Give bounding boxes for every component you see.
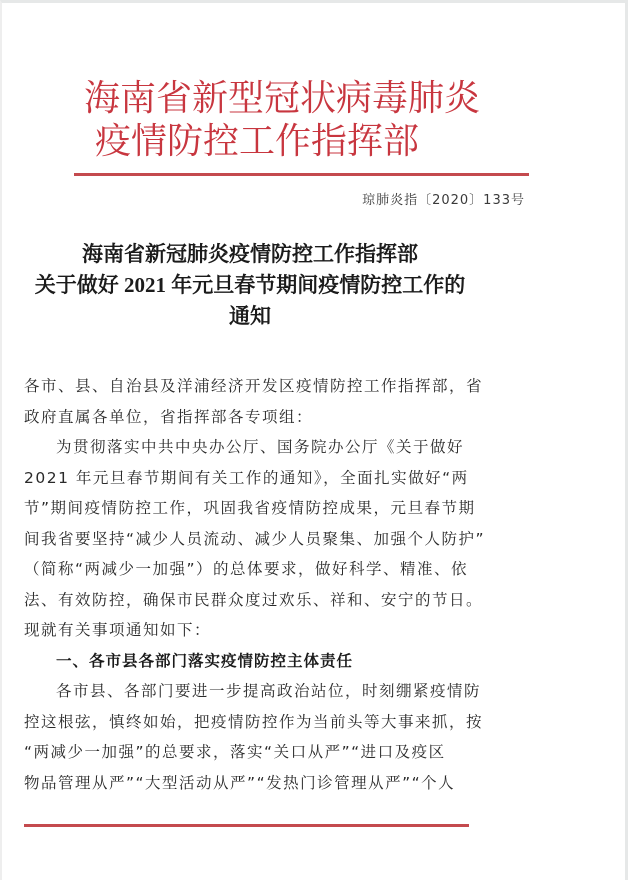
- body-line: “两减少一加强”的总要求，落实“关口从严”“进口及疫区: [24, 743, 446, 761]
- notice-title-line-1: 海南省新冠肺炎疫情防控工作指挥部: [82, 242, 418, 266]
- body-line: 政府直属各单位，省指挥部各专项组：: [24, 407, 314, 426]
- body-line: 2021 年元旦春节期间有关工作的通知》，全面扎实做好“两: [24, 468, 469, 487]
- body-line: 控这根弦，慎终如始，把疫情防控作为当前头等大事来抓，按: [24, 712, 484, 731]
- body-line: 为贯彻落实中共中央办公厅、国务院办公厅《关于做好: [56, 438, 465, 456]
- notice-title-line-3: 通知: [229, 304, 271, 328]
- body-line: 节”期间疫情防控工作，巩固我省疫情防控成果，元旦春节期: [24, 499, 476, 517]
- body-line: 物品管理从严”“大型活动从严”“发热门诊管理从严”“个人: [24, 773, 456, 792]
- document-number: 琼肺炎指〔2020〕133号: [362, 193, 525, 208]
- notice-title-line-2: 关于做好 2021 年元旦春节期间疫情防控工作的: [34, 273, 466, 297]
- body-line: 现就有关事项通知如下：: [24, 621, 212, 639]
- body-line: 各市县、各部门要进一步提高政治站位，时刻绷紧疫情防: [56, 682, 482, 700]
- body-line: 法、有效防控，确保市民群众度过欢乐、祥和、安宁的节日。: [24, 590, 484, 609]
- body-line: （简称“两减少一加强”）的总体要求，做好科学、精准、依: [24, 560, 469, 578]
- notice-title: [30, 239, 470, 332]
- issuer-header: [84, 77, 481, 163]
- footer-divider: [24, 824, 469, 827]
- issuer-line-2: 疫情防控工作指挥部: [94, 121, 419, 162]
- body-line: 间我省要坚持“减少人员流动、减少人员聚集、加强个人防护”: [24, 529, 486, 548]
- body-line: 各市、县、自治县及洋浦经济开发区疫情防控工作指挥部，省: [24, 377, 484, 395]
- header-divider: [74, 173, 529, 176]
- issuer-line-1: 海南省新型冠状病毒肺炎: [84, 78, 481, 119]
- notice-body: [24, 371, 486, 798]
- section-heading: 一、各市县各部门落实疫情防控主体责任: [56, 651, 354, 670]
